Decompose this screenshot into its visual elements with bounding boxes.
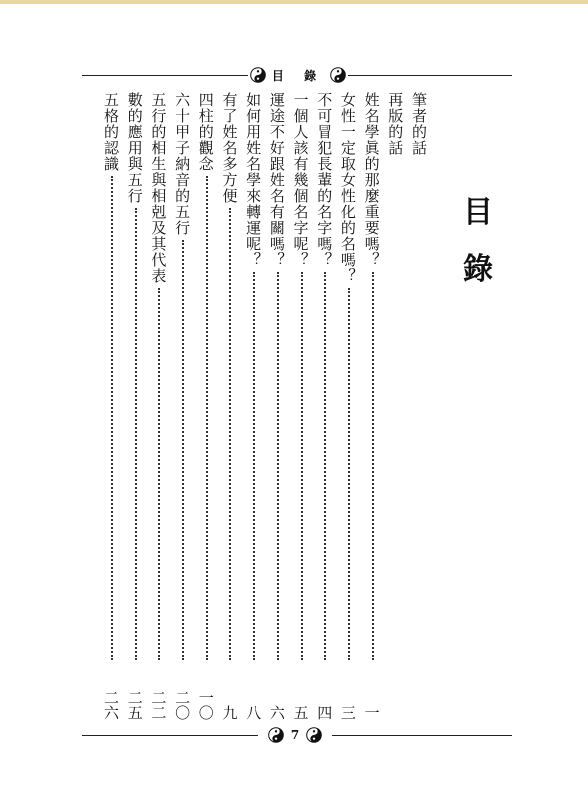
toc-entry	[124, 92, 146, 720]
toc-entry-page: 五	[291, 705, 310, 720]
toc-entry	[408, 92, 430, 720]
running-header	[248, 64, 348, 86]
toc-entry-title: 不可冒犯長輩的名字嗎？	[315, 92, 334, 268]
toc-entry-page: 二六	[102, 690, 120, 720]
toc-entry-page: 三	[338, 705, 357, 720]
page-footer	[258, 724, 332, 746]
toc-entry	[384, 92, 406, 720]
toc-dot-leader	[135, 208, 137, 660]
toc-dot-leader	[301, 272, 303, 660]
page-title	[458, 195, 498, 287]
toc-entry	[313, 92, 335, 720]
toc-entry-title: 如何用姓名學來轉運呢？	[244, 92, 263, 268]
top-border-band	[0, 0, 588, 4]
toc-entry-title: 六十甲子納音的五行	[173, 92, 192, 236]
toc-dot-leader	[277, 272, 279, 660]
toc-entry	[290, 92, 312, 720]
toc-entry	[195, 92, 217, 720]
toc-entry-title: 五格的認識	[102, 92, 120, 172]
header-title: 目 錄	[271, 68, 325, 83]
toc-dot-leader	[348, 288, 350, 660]
yin-yang-icon	[306, 727, 322, 743]
toc-entry	[147, 92, 169, 720]
toc-entry-page: 一	[362, 705, 381, 720]
toc-entry-title: 再版的話	[386, 92, 405, 156]
toc-dot-leader	[182, 240, 184, 660]
toc-entry-title: 女性一定取女性化的名嗎？	[338, 92, 357, 284]
toc-entry-title: 五行的相生與相剋及其代表	[149, 92, 168, 284]
page-number: 7	[290, 728, 300, 742]
toc-entry-title: 姓名學眞的那麼重要嗎？	[362, 92, 381, 268]
yin-yang-icon	[330, 67, 346, 83]
toc-entry-page: 九	[220, 705, 239, 720]
toc-entry-page: 六	[267, 705, 286, 720]
toc-dot-leader	[253, 272, 255, 660]
toc-entry-page: 二〇	[173, 690, 192, 720]
toc-entry-title: 數的應用與五行	[125, 92, 144, 204]
toc-entry-page: 二五	[125, 690, 144, 720]
toc-entry-title: 運途不好跟姓名有關嗎？	[267, 92, 286, 268]
toc-entry	[266, 92, 288, 720]
toc-dot-leader	[229, 208, 231, 660]
yin-yang-icon	[268, 727, 284, 743]
toc-entry-page: 一〇	[196, 690, 215, 720]
toc-dot-leader	[111, 176, 113, 660]
page-title-char-1: 目	[463, 195, 493, 230]
toc-entry	[337, 92, 359, 720]
toc-dot-leader	[324, 272, 326, 660]
toc-entry	[171, 92, 193, 720]
toc-entry-title: 四柱的觀念	[196, 92, 215, 172]
toc-entry-title: 有了姓名多方便	[220, 92, 239, 204]
toc-dot-leader	[206, 176, 208, 660]
toc-dot-leader	[158, 288, 160, 660]
toc-entry-page: 二二	[149, 690, 168, 720]
toc-entry	[242, 92, 264, 720]
page-title-char-2: 錄	[463, 252, 493, 287]
toc-dot-leader	[372, 272, 374, 660]
toc-entry	[218, 92, 240, 720]
toc-entry	[100, 92, 122, 720]
toc-entry-page: 八	[244, 705, 263, 720]
toc-entry-title: 一個人該有幾個名字呢？	[291, 92, 310, 268]
toc-entry-page: 四	[315, 705, 334, 720]
toc-entry	[361, 92, 383, 720]
yin-yang-icon	[250, 67, 266, 83]
table-of-contents	[100, 92, 430, 720]
toc-entry-title: 筆者的話	[409, 92, 428, 156]
